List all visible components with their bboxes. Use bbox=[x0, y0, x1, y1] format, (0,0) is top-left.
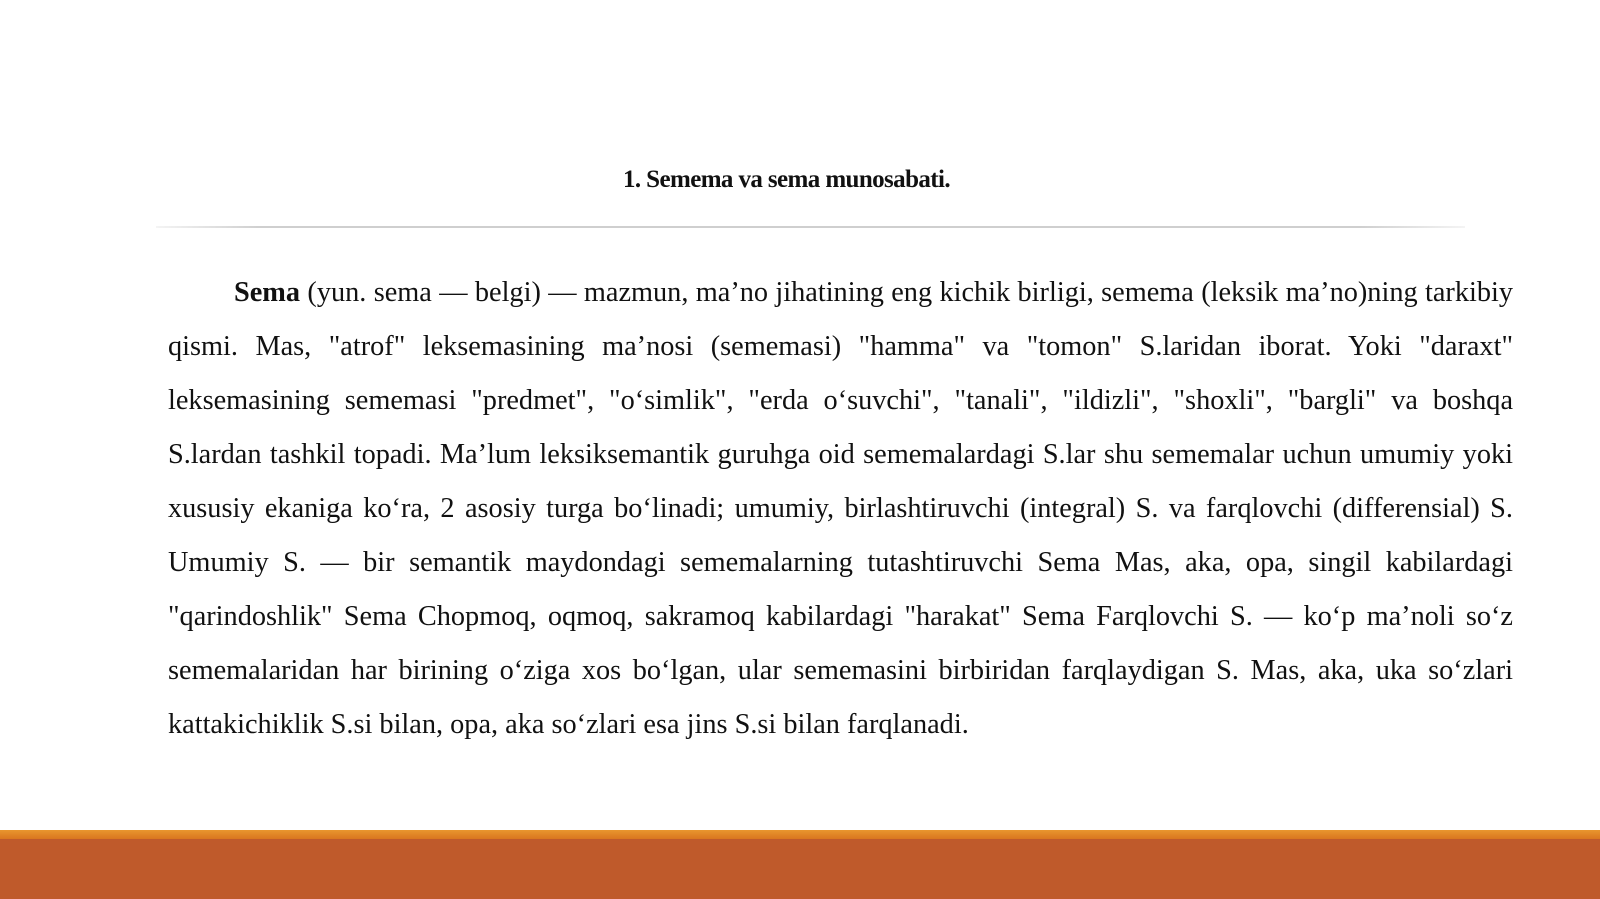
title-divider bbox=[156, 226, 1465, 228]
footer-band bbox=[0, 839, 1600, 899]
term-bold: Sema bbox=[234, 277, 301, 308]
slide-title: 1. Semema va sema munosabati. bbox=[622, 166, 951, 193]
body-text: (yun. sema — belgi) — mazmun, ma’no jihatining eng kichik birligi, semema (leksik ma’no)ning tarkibiy qismi. Mas, "atrof" leksemasining ma’nosi (sememasi) "hamma" va "tomon" S.laridan iborat. Yoki "daraxt" leksemasining sememasi "predmet", "o‘simlik", "erda o‘suvchi", "tanali", "ildizli", "shoxli", "bargli" va boshqa S.lardan tashkil topadi. Ma’lum leksiksemantik guruhga oid sememalardagi S.lar shu sememalar uchun umumiy yoki xususiy ekaniga ko‘ra, 2 asosiy turga bo‘linadi; umumiy, birlashtiruvchi (integral) S. va farqlovchi (differensial) S. Umumiy S. — bir semantik maydondagi sememalarning tutashtiruvchi Sema Mas, aka, opa, singil kabilardagi "qarindoshlik" Sema Chopmoq, oqmoq, sakramoq kabilardagi "harakat" Sema Farqlovchi S. — ko‘p ma’noli so‘z sememalaridan har birining o‘ziga xos bo‘lgan, ular sememasini birbiridan farqlaydigan S. Mas, aka, uka so‘zlari kattakichiklik S.si bilan, opa, aka so‘zlari esa jins S.si bilan farqlanadi. bbox=[168, 277, 1513, 740]
footer-accent-stripe bbox=[0, 830, 1600, 839]
body-paragraph bbox=[168, 266, 1513, 752]
